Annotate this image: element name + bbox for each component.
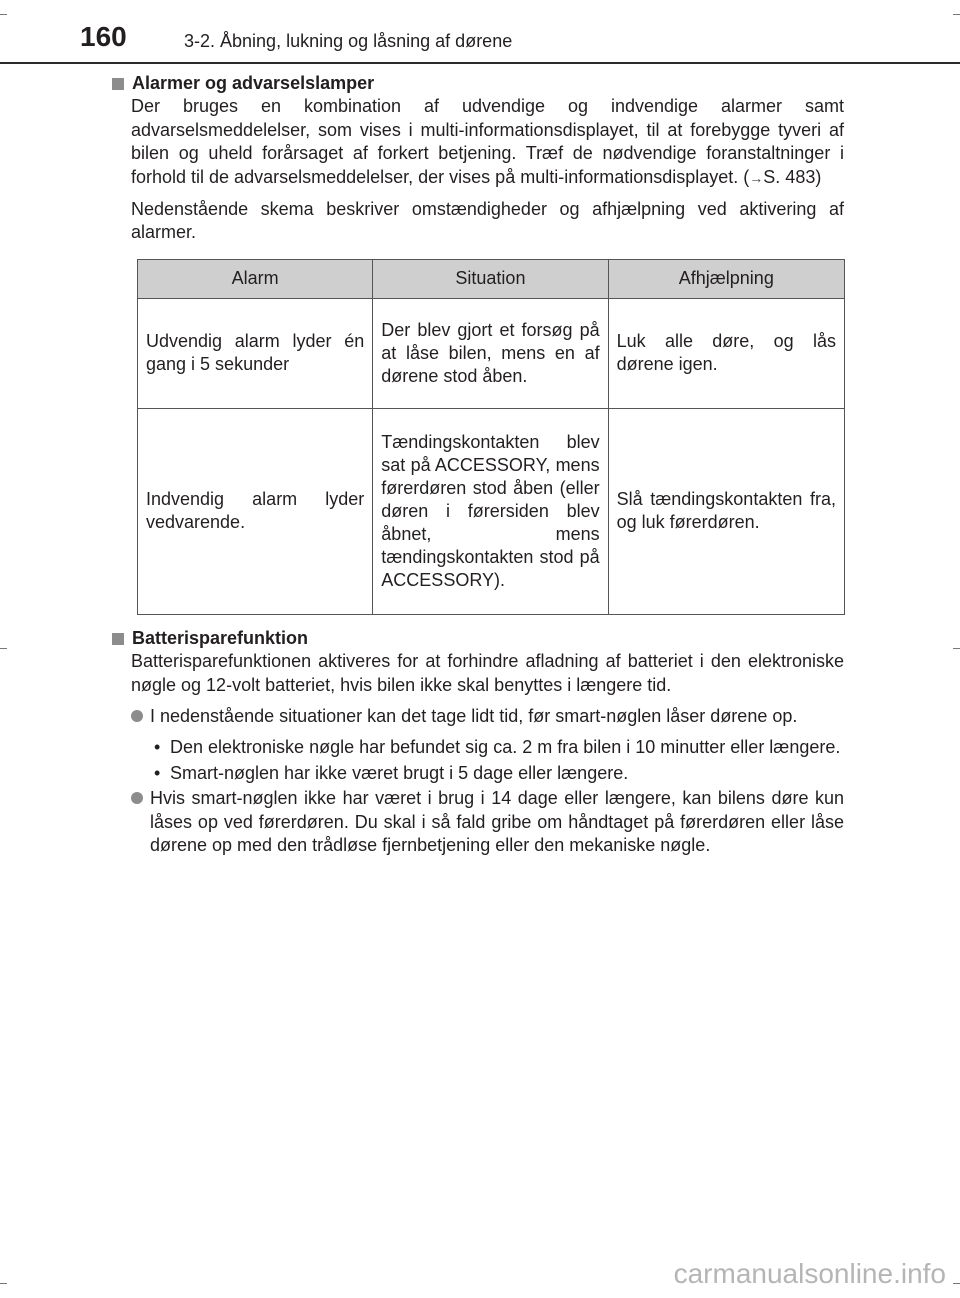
paragraph-intro <box>131 95 844 190</box>
column-header: Situation <box>373 259 608 298</box>
crop-mark <box>0 648 7 649</box>
section-heading-alarms <box>112 72 844 95</box>
crop-mark <box>0 14 7 15</box>
table-cell: Tændingskontakten blev sat på ACCESSORY, mens førerdøren stod åben (eller døren i førersiden blev åbnet, mens tændingskontakten stod på ACCESSORY). <box>373 408 608 614</box>
section-heading-battery <box>112 627 844 650</box>
list-item <box>131 787 844 857</box>
square-bullet-icon <box>112 78 124 90</box>
crop-mark <box>953 14 960 15</box>
sub-list-item <box>154 736 844 759</box>
column-header: Alarm <box>138 259 373 298</box>
sub-list-item <box>154 762 844 785</box>
square-bullet-icon <box>112 633 124 645</box>
round-bullet-icon <box>131 792 143 804</box>
list-item <box>131 705 844 728</box>
list-item-text: I nedenstående situationer kan det tage lidt tid, før smart-nøglen låser dørene op. <box>150 706 798 727</box>
crop-mark <box>953 648 960 649</box>
table-cell: Der blev gjort et forsøg på at låse bilen, mens en af dørene stod åben. <box>373 298 608 408</box>
paragraph-table-intro: Nedenstående skema beskriver omstændigheder og afhjælpning ved aktivering af alarmer. <box>131 199 844 243</box>
column-header: Afhjælpning <box>608 259 844 298</box>
page-reference: S. 483) <box>763 166 822 187</box>
alarm-table <box>137 259 845 615</box>
sub-bullet-marker: • <box>154 762 161 783</box>
sub-list-item-text: Smart-nøglen har ikke været brugt i 5 dage eller længere. <box>170 762 629 783</box>
table-cell: Slå tændingskontakten fra, og luk førerdøren. <box>608 408 844 614</box>
table-cell: Indvendig alarm lyder vedvarende. <box>138 408 373 614</box>
sub-bullet-marker: • <box>154 737 161 758</box>
arrow-right-icon: → <box>749 169 764 186</box>
section-heading-text: Alarmer og advarselslamper <box>132 73 375 93</box>
round-bullet-icon <box>131 710 143 722</box>
sub-list-item-text: Den elektroniske nøgle har befundet sig ca. 2 m fra bilen i 10 minutter eller længere. <box>170 737 841 758</box>
table-header-row <box>138 259 845 298</box>
section-heading-text: Batterisparefunktion <box>132 627 309 648</box>
paragraph-text: Der bruges en kombination af udvendige og indvendige alarmer samt advarselsmeddelelser, som vises i multi-informationsdisplayet, til at forebygge tyveri af bilen og uheld forårsaget af forkert betjening. Træf de nødvendige foranstaltninger i forhold til de advarselsmeddelelser, der vises på multi-informationsdisplayet. ( <box>131 96 844 187</box>
table-cell: Luk alle døre, og lås dørene igen. <box>608 298 844 408</box>
crop-mark <box>0 1283 7 1284</box>
watermark: carmanualsonline.info <box>673 1258 946 1289</box>
table-row <box>138 298 845 408</box>
crop-mark <box>953 1283 960 1284</box>
page-content <box>112 72 844 858</box>
list-item-text: Hvis smart-nøglen ikke har været i brug i 14 dage eller længere, kan bilens døre kun låses op ved førerdøren. Du skal i så fald gribe om håndtaget på førerdøren eller låse dørene op med den trådløse fjernbetjening eller den mekaniske nøgle. <box>150 788 844 856</box>
chapter-title: 3-2. Åbning, lukning og låsning af dørene <box>184 31 513 51</box>
table-cell: Udvendig alarm lyder én gang i 5 sekunder <box>138 298 373 408</box>
table-row <box>138 408 845 614</box>
page-number: 160 <box>80 21 127 52</box>
paragraph-battery: Batterisparefunktionen aktiveres for at forhindre afladning af batteriet i den elektroniske nøgle og 12-volt batteriet, hvis bilen ikke skal benyttes i længere tid. <box>131 651 844 695</box>
header-rule <box>0 62 960 64</box>
